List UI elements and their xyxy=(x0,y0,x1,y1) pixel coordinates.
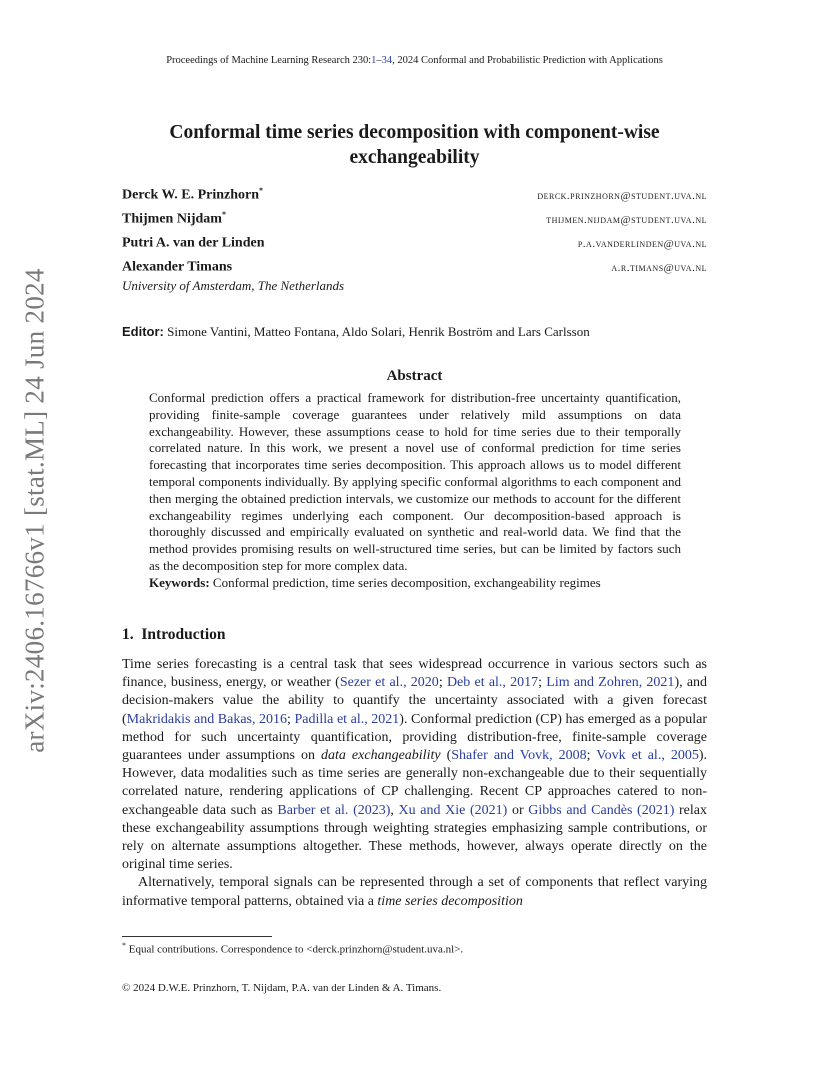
page-link-end[interactable]: 34 xyxy=(381,55,393,66)
citation-link[interactable]: Makridakis and Bakas, 2016 xyxy=(126,711,288,727)
citation-link[interactable]: Gibbs and Candès (2021) xyxy=(528,802,675,818)
citation-link[interactable]: Vovk et al., 2005 xyxy=(596,748,699,764)
paper-title: Conformal time series decomposition with component-wise exchangeability xyxy=(169,122,660,168)
author-name: Derck W. E. Prinzhorn* xyxy=(122,186,264,203)
author-name: Alexander Timans xyxy=(122,259,233,275)
author-email: p.a.vanderlinden@uva.nl xyxy=(577,237,707,250)
editor-names: Simone Vantini, Matteo Fontana, Aldo Solari, Henrik Boström and Lars Carlsson xyxy=(167,324,590,339)
footnote-divider xyxy=(122,936,272,937)
author-name: Thijmen Nijdam* xyxy=(122,210,226,227)
citation-link[interactable]: Sezer et al., 2020 xyxy=(339,675,439,691)
author-email: a.r.timans@uva.nl xyxy=(611,261,707,274)
affiliation: University of Amsterdam, The Netherlands xyxy=(122,278,345,293)
keywords xyxy=(149,575,681,592)
running-header: Proceedings of Machine Learning Research 230:1–34, 2024 Conformal and Probabilistic Prediction with Applications xyxy=(166,55,663,66)
arxiv-identifier: arXiv:2406.16766v1 [stat.ML] 24 Jun 2024 xyxy=(19,267,50,753)
section-heading: 1. Introduction xyxy=(122,626,226,643)
introduction-body xyxy=(122,656,707,911)
citation-link[interactable]: Shafer and Vovk, 2008 xyxy=(451,748,587,764)
arxiv-sidebar xyxy=(10,267,60,753)
intro-paragraph: Alternatively, temporal signals can be represented through a set of components that reflect varying informative temporal patterns, obtained via a time series decomposition xyxy=(122,875,707,909)
page-link-start[interactable]: 1 xyxy=(371,55,377,66)
author-row xyxy=(122,210,707,234)
editor-label: Editor: xyxy=(122,324,164,339)
citation-link[interactable]: Padilla et al., 2021 xyxy=(294,711,400,727)
keywords-list: Conformal prediction, time series decomposition, exchangeability regimes xyxy=(212,574,601,590)
editor-line xyxy=(122,324,707,340)
author-row xyxy=(122,234,707,258)
citation-link[interactable]: Barber et al. (2023) xyxy=(277,802,391,818)
keywords-label: Keywords: xyxy=(149,574,210,590)
citation-link[interactable]: Xu and Xie (2021) xyxy=(398,802,508,818)
abstract-body xyxy=(149,390,681,592)
abstract-text: Conformal prediction offers a practical framework for distribution-free uncertainty quantification, providing finite-sample coverage guarantees under relatively mild assumptions on data exchangeability. However, these assumptions cease to hold for time series due to their temporally correlated nature. In this work, we present a novel use of conformal prediction for time series forecasting that incorporates time series decomposition. This approach allows us to model different temporal components individually. By applying specific conformal algorithms to each component and then merging the obtained prediction intervals, we customize our methods to account for the different exchangeability regimes underlying each component. Our decomposition-based approach is thoroughly discussed and empirically evaluated on synthetic and real-world data. We find that the method provides promising results on well-structured time series, but can be limited by factors such as the decomposition step for more complex data. xyxy=(149,390,681,573)
citation-link[interactable]: Deb et al., 2017 xyxy=(446,675,539,691)
author-row xyxy=(122,186,707,210)
author-name: Putri A. van der Linden xyxy=(122,235,265,251)
author-block xyxy=(122,186,707,294)
abstract-heading: Abstract xyxy=(386,368,443,384)
citation-link[interactable]: Lim and Zohren, 2021 xyxy=(546,675,675,691)
intro-paragraph: Time series forecasting is a central task that sees widespread occurrence in various sectors such as finance, business, energy, or weather (Sezer et al., 2020; Deb et al., 2017; Lim and Zohren, 2021), and decision-makers value the ability to quantify the uncertainty associated with a given forecast (Makridakis and Bakas, 2016; Padilla et al., 2021). Conformal prediction (CP) has emerged as a popular method for such uncertainty quantification, providing distribution-free, finite-sample coverage guarantees under assumptions on data exchangeability (Shafer and Vovk, 2008; Vovk et al., 2005). However, data modalities such as time series are generally non-exchangeable due to their sequentially correlated nature, rendering applications of CP challenging. Recent CP approaches catered to non-exchangeable data such as Barber et al. (2023), Xu and Xie (2021) or Gibbs and Candès (2021) relax these exchangeability assumptions through weighting strategies emphasizing sample contributions, or rely on alternate assumptions altogether. These methods, however, always operate directly on the original time series. xyxy=(122,657,708,873)
author-email: thijmen.nijdam@student.uva.nl xyxy=(546,213,707,226)
copyright-line: © 2024 D.W.E. Prinzhorn, T. Nijdam, P.A. van der Linden & A. Timans. xyxy=(122,982,442,994)
footnote: * Equal contributions. Correspondence to <derck.prinzhorn@student.uva.nl>. xyxy=(122,941,464,956)
author-email: derck.prinzhorn@student.uva.nl xyxy=(537,189,707,202)
